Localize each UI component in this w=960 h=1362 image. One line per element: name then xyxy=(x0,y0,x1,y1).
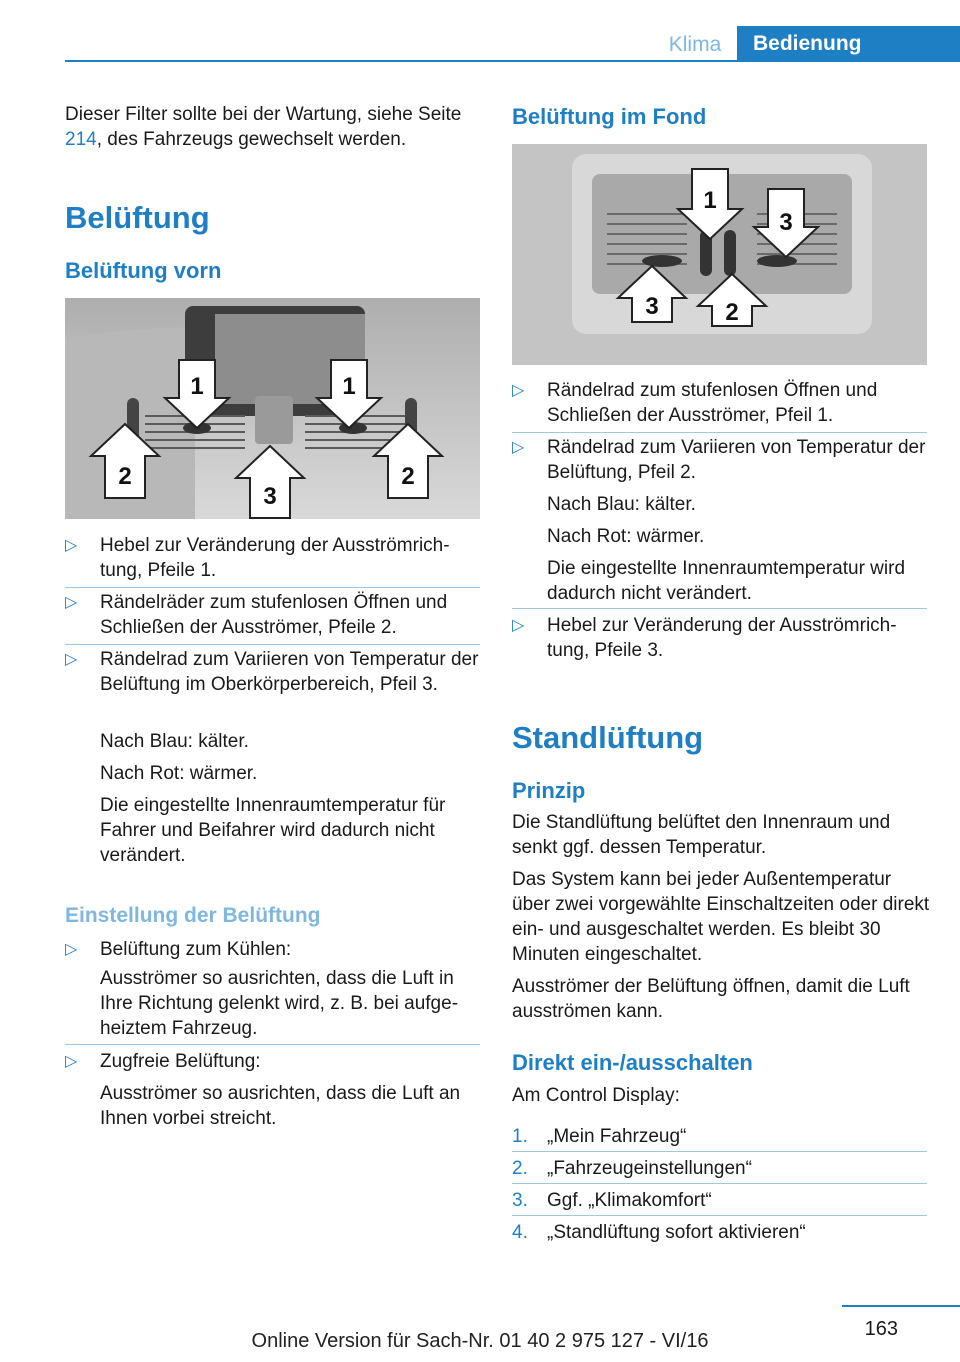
divider xyxy=(65,1044,480,1045)
note-text: Ausströmer so ausrichten, dass die Luft in Ihre Richtung gelenkt wird, z. B. bei aufgeheiztem Fahrzeug. xyxy=(100,968,459,1039)
header-chapter-tab[interactable]: Bedienung xyxy=(737,26,960,62)
rear-label-3-top: 3 xyxy=(779,209,793,236)
page-link[interactable]: 214 xyxy=(65,129,97,150)
list-item: ▷ Rändelräder zum stufenlosen Öffnen und Schließen der Ausströmer, Pfeile 2. xyxy=(65,592,448,638)
page-number: 163 xyxy=(864,1318,898,1340)
triangle-bullet-icon: ▷ xyxy=(65,941,78,958)
heading-belueftung-fond: Belüftung im Fond xyxy=(512,104,707,129)
list-item: ▷ Rändelrad zum stufenlosen Öffnen und Schließen der Ausströmer, Pfeil 1. xyxy=(512,380,878,426)
triangle-bullet-icon: ▷ xyxy=(512,382,525,399)
step-item: 2. „Fahrzeugeinstellungen“ xyxy=(512,1158,752,1179)
heading-belueftung-vorn: Belüftung vorn xyxy=(65,258,222,283)
triangle-bullet-icon: ▷ xyxy=(65,651,78,668)
note-text: Nach Rot: wärmer. xyxy=(547,526,705,547)
header-section-tab[interactable]: Klima xyxy=(668,33,722,56)
step-item: 4. „Standlüftung sofort aktivieren“ xyxy=(512,1222,806,1243)
label-2-left: 2 xyxy=(118,463,132,490)
divider xyxy=(65,644,480,645)
note-text: Ausströmer so ausrichten, dass die Luft an Ihnen vorbei streicht. xyxy=(100,1083,461,1129)
figure-rear-vents xyxy=(512,144,927,365)
list-item: ▷ Belüftung zum Kühlen: xyxy=(65,939,292,960)
divider xyxy=(512,1151,927,1152)
step-item: 3. Ggf. „Klimakomfort“ xyxy=(512,1190,712,1211)
figure-front-vents xyxy=(65,298,480,519)
footer-rule xyxy=(842,1305,960,1307)
list-item: ▷ Hebel zur Veränderung der Ausströmrichtung, Pfeile 1. xyxy=(65,535,450,581)
prinzip-paragraph: Das System kann bei jeder Außentemperatur über zwei vorgewählte Einschaltzeiten oder direkt ein- und ausgeschaltet werden. Es bleibt 30 Minuten eingeschaltet. xyxy=(512,869,930,965)
triangle-bullet-icon: ▷ xyxy=(512,617,525,634)
list-item: ▷ Hebel zur Veränderung der Ausströmrichtung, Pfeile 3. xyxy=(512,615,897,661)
divider xyxy=(512,608,927,609)
heading-belueftung: Belüftung xyxy=(65,200,210,235)
heading-standlueftung: Standlüftung xyxy=(512,720,704,755)
label-1-left: 1 xyxy=(190,373,204,400)
label-3-center: 3 xyxy=(263,483,277,510)
divider xyxy=(512,1183,927,1184)
step-item: 1. „Mein Fahrzeug“ xyxy=(512,1126,687,1147)
note-text: Nach Rot: wärmer. xyxy=(100,763,258,784)
divider xyxy=(65,587,480,588)
rear-label-2: 2 xyxy=(725,299,739,326)
triangle-bullet-icon: ▷ xyxy=(65,594,78,611)
triangle-bullet-icon: ▷ xyxy=(65,537,78,554)
header-rule xyxy=(65,60,960,62)
rear-label-1: 1 xyxy=(703,187,717,214)
note-text: Die eingestellte Innenraumtemperatur für Fahrer und Beifahrer wird dadurch nicht verändert. xyxy=(100,795,446,866)
triangle-bullet-icon: ▷ xyxy=(512,439,525,456)
list-item: ▷ Zugfreie Belüftung: xyxy=(65,1051,261,1072)
note-text: Die eingestellte Innenraumtemperatur wird dadurch nicht verändert. xyxy=(547,558,906,604)
direkt-intro: Am Control Display: xyxy=(512,1085,680,1106)
label-2-right: 2 xyxy=(401,463,415,490)
heading-einstellung: Einstellung der Belüftung xyxy=(65,904,321,927)
divider xyxy=(512,432,927,433)
prinzip-paragraph: Die Standlüftung belüftet den Innenraum und senkt ggf. dessen Temperatur. xyxy=(512,812,891,858)
heading-prinzip: Prinzip xyxy=(512,778,586,803)
note-text: Nach Blau: kälter. xyxy=(100,731,249,752)
list-item: ▷ Rändelrad zum Variieren von Temperatur der Belüftung, Pfeil 2. xyxy=(512,437,926,483)
heading-direkt: Direkt ein-/ausschalten xyxy=(512,1050,753,1075)
triangle-bullet-icon: ▷ xyxy=(65,1053,78,1070)
intro-paragraph: Dieser Filter sollte bei der Wartung, siehe Seite 214, des Fahrzeugs gewechselt werden. xyxy=(65,104,462,150)
label-1-right: 1 xyxy=(342,373,356,400)
prinzip-paragraph: Ausströmer der Belüftung öffnen, damit die Luft ausströmen kann. xyxy=(512,976,910,1022)
list-item: ▷ Rändelrad zum Variieren von Temperatur der Belüftung im Oberkörperbereich, Pfeil 3. xyxy=(65,649,479,695)
footer-version: Online Version für Sach-Nr. 01 40 2 975 127 - VI/16 xyxy=(251,1330,709,1352)
rear-label-3-bottom: 3 xyxy=(645,293,659,320)
divider xyxy=(512,1215,927,1216)
note-text: Nach Blau: kälter. xyxy=(547,494,696,515)
